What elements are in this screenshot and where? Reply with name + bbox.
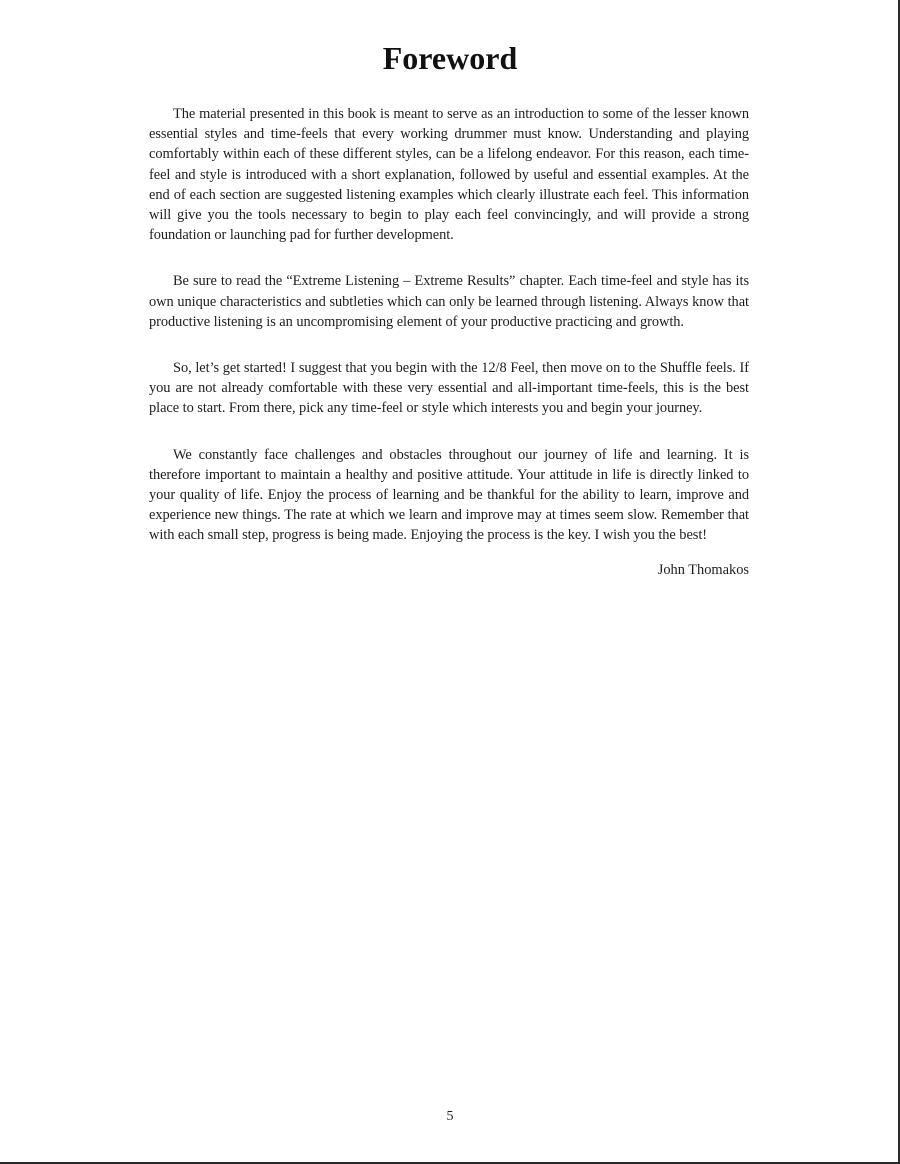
paragraph-introduction: The material presented in this book is meant to serve as an introduction to some of the lesser known essential styles and time-feels that every working drummer must know. Understanding and playing comfortably within each of these different styles, can be a lifelong endeavor. For this reason, each time-feel and style is introduced with a short explanation, followed by useful and essential examples. At the end of each section are suggested listening examples which clearly illustrate each feel. This information will give you the tools necessary to begin to play each feel convincingly, and will provide a strong foundation or launching pad for further development.	[149, 106, 749, 244]
paragraph-attitude: We constantly face challenges and obstacles throughout our journey of life and learning. It is therefore important to maintain a healthy and positive attitude. Your attitude in life is directly linked to your quality of life. Enjoy the process of learning and be thankful for the ability to learn, improve and experience new things. The rate at which we learn and improve may at times seem slow. Remember that with each small step, progress is being made. Enjoying the process is the key. I wish you the best!	[149, 446, 749, 544]
paragraph-getting-started: So, let’s get started! I suggest that you begin with the 12/8 Feel, then move on to the Shuffle feels. If you are not already comfortable with these very essential and all-important time-feels, this is the best place to start. From there, pick any time-feel or style which interests you and begin your journey.	[149, 360, 749, 417]
foreword-body	[149, 104, 749, 580]
author-signature: John Thomakos	[657, 561, 749, 578]
paragraph-listening: Be sure to read the “Extreme Listening – Extreme Results” chapter. Each time-feel and style has its own unique characteristics and subtleties which can only be learned through listening. Always know that productive listening is an uncompromising element of your productive practicing and growth.	[149, 273, 749, 330]
page-number: 5	[446, 1109, 454, 1124]
page-title: Foreword	[382, 40, 518, 76]
